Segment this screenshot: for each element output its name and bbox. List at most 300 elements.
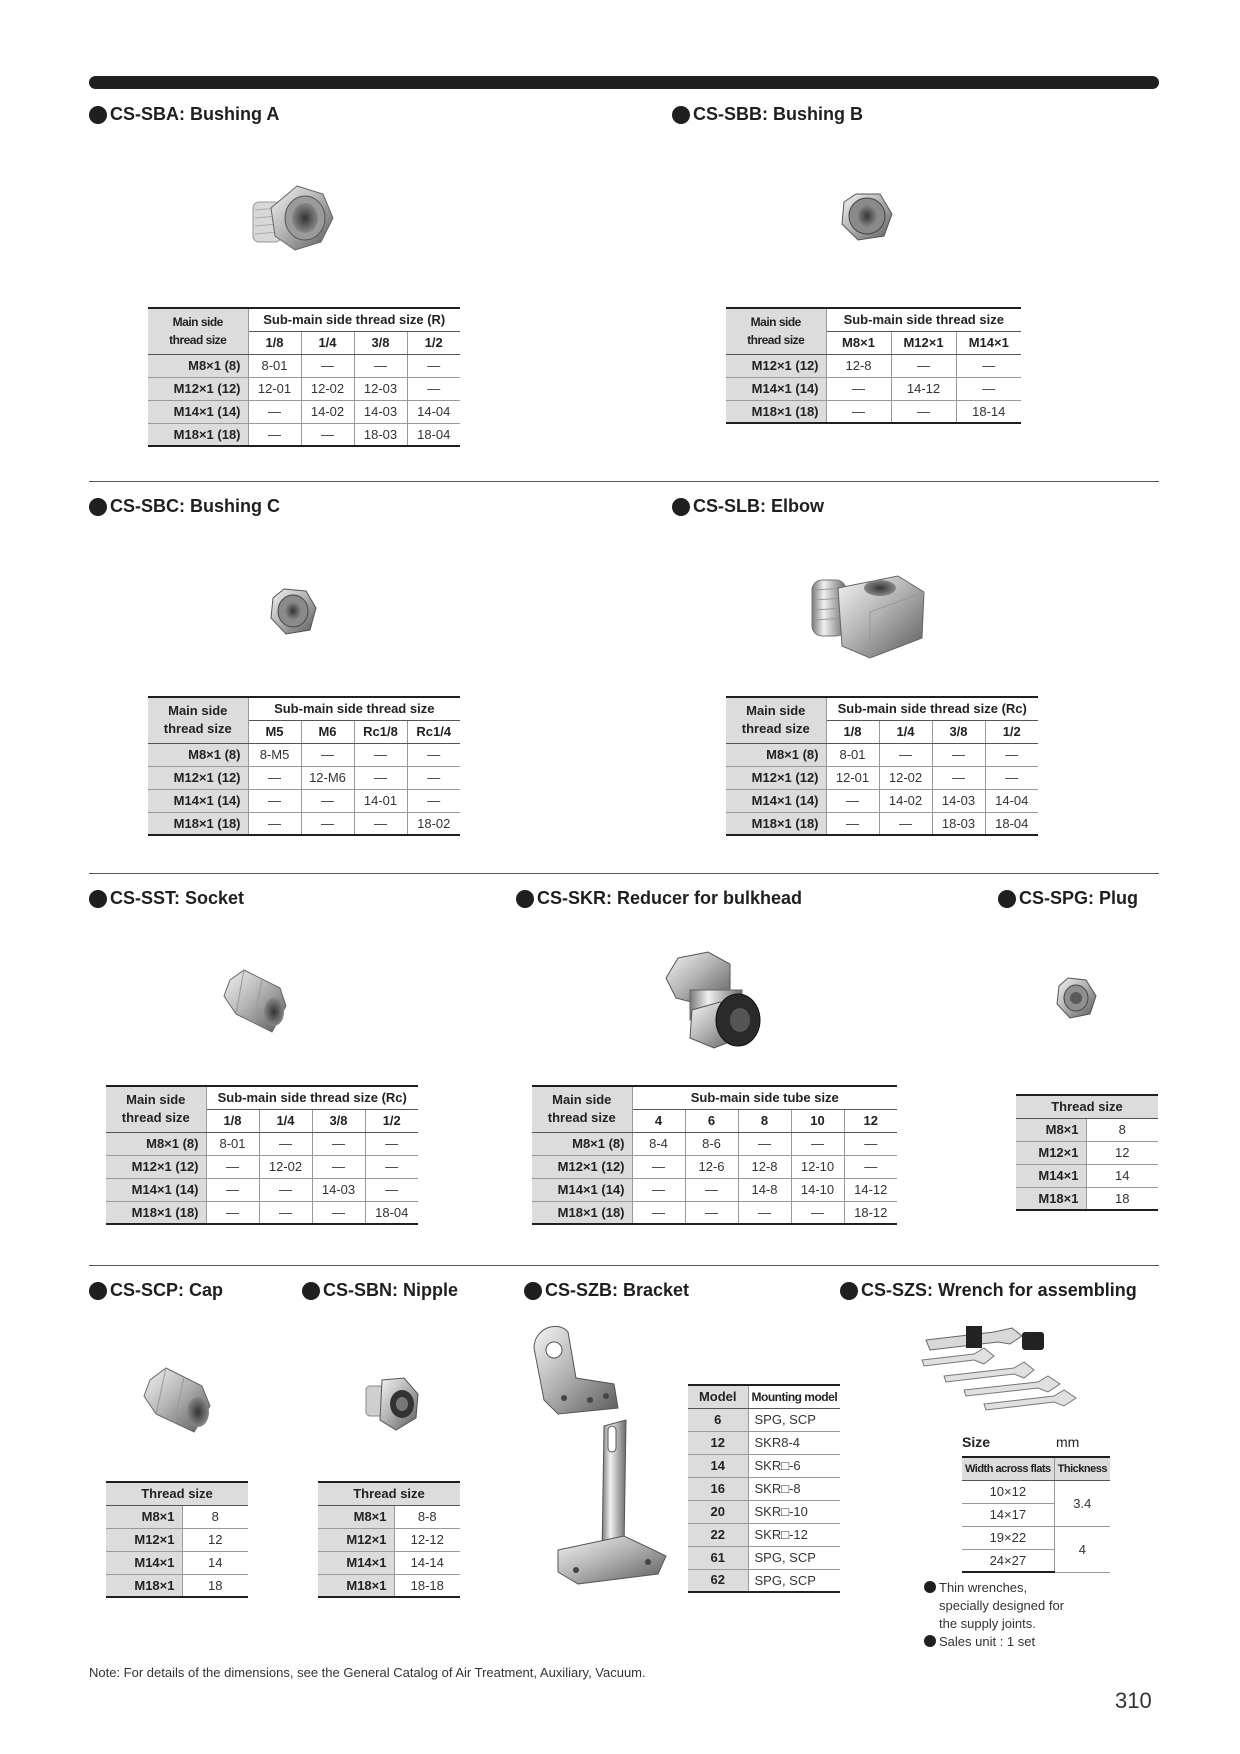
row-label: 16 <box>688 1477 748 1500</box>
column-header: 1/8 <box>248 331 301 354</box>
row-label: M18×1 (18) <box>148 812 248 835</box>
column-header: 1/8 <box>206 1109 259 1132</box>
table-cell: SPG, SCP <box>748 1408 840 1431</box>
table-cell: — <box>932 743 985 766</box>
table-cell: 12-12 <box>394 1528 460 1551</box>
table-row <box>726 766 1038 789</box>
table-header-row <box>962 1457 1110 1480</box>
row-label: M18×1 (18) <box>106 1201 206 1224</box>
slb-table <box>726 696 1038 836</box>
section-title-scp <box>89 1280 223 1301</box>
table-row <box>318 1574 460 1597</box>
column-header: 10 <box>791 1109 844 1132</box>
table-row <box>106 1551 248 1574</box>
column-header: 1/2 <box>985 720 1038 743</box>
table-cell: 14-02 <box>301 400 354 423</box>
row-label: M12×1 (12) <box>532 1155 632 1178</box>
column-header: Rc1/4 <box>407 720 460 743</box>
table-row <box>106 1201 418 1224</box>
table-row <box>726 377 1021 400</box>
table-row <box>318 1551 460 1574</box>
bullet-icon <box>89 498 107 516</box>
sbc-table <box>148 696 460 836</box>
table-cell: — <box>632 1155 685 1178</box>
main-side-header <box>148 308 248 354</box>
width-across-flats-header: Width across flats <box>962 1457 1054 1480</box>
table-cell: — <box>632 1178 685 1201</box>
column-header: 1/2 <box>407 331 460 354</box>
row-label: M14×1 (14) <box>148 789 248 812</box>
table-cell: 14-04 <box>985 789 1038 812</box>
page-number: 310 <box>1115 1688 1152 1713</box>
sub-side-header: Sub-main side thread size (R) <box>248 308 460 331</box>
table-cell: — <box>407 789 460 812</box>
column-header: M6 <box>301 720 354 743</box>
row-label: M12×1 <box>318 1528 394 1551</box>
table-header-row <box>532 1086 897 1109</box>
table-row <box>688 1454 840 1477</box>
header-text: Main side <box>126 1092 186 1108</box>
section-title-szb <box>524 1280 689 1301</box>
table-cell: — <box>301 423 354 446</box>
table-cell: — <box>826 377 891 400</box>
table-row <box>726 789 1038 812</box>
title-text: CS-SST: Socket <box>110 888 245 908</box>
table-cell: SKR□-12 <box>748 1523 840 1546</box>
header-text: Main side <box>172 315 223 330</box>
table-cell: — <box>354 812 407 835</box>
row-label: M12×1 (12) <box>106 1155 206 1178</box>
table-cell: — <box>826 400 891 423</box>
socket-photo <box>220 966 294 1036</box>
bullet-icon <box>516 890 534 908</box>
table-cell: — <box>956 354 1021 377</box>
row-label: M14×1 <box>106 1551 182 1574</box>
model-header: Model <box>688 1385 748 1408</box>
table-header-row <box>1016 1095 1158 1118</box>
row-label: M8×1 <box>1016 1118 1086 1141</box>
table-row <box>1016 1187 1158 1210</box>
table-cell: — <box>738 1132 791 1155</box>
row-label: M18×1 (18) <box>148 423 248 446</box>
title-text: CS-SKR: Reducer for bulkhead <box>537 888 803 908</box>
header-text: Main side <box>552 1092 612 1108</box>
table-cell: 14-8 <box>738 1178 791 1201</box>
bushing-a-photo <box>245 180 337 260</box>
row-label: M14×1 (14) <box>148 400 248 423</box>
bullet-icon <box>924 1635 936 1647</box>
table-cell: — <box>844 1155 897 1178</box>
row-label: M14×1 (14) <box>532 1178 632 1201</box>
table-cell: — <box>738 1201 791 1224</box>
header-text: Main side <box>168 703 228 719</box>
row-label: M12×1 <box>106 1528 182 1551</box>
table-header-row <box>148 308 460 331</box>
row-label: M18×1 (18) <box>532 1201 632 1224</box>
table-row <box>106 1132 418 1155</box>
row-label: M14×1 <box>1016 1164 1086 1187</box>
title-text: CS-SBC: Bushing C <box>110 496 280 516</box>
table-cell: — <box>879 812 932 835</box>
table-cell: — <box>791 1201 844 1224</box>
table-cell: — <box>301 354 354 377</box>
section-title-sst <box>89 888 244 909</box>
thickness-header: Thickness <box>1054 1457 1110 1480</box>
table-row <box>962 1480 1110 1503</box>
table-cell: 3.4 <box>1054 1480 1110 1526</box>
table-row <box>148 789 460 812</box>
bushing-b-photo <box>836 190 896 246</box>
plug-photo <box>1054 976 1098 1020</box>
row-label: M14×1 (14) <box>106 1178 206 1201</box>
thread-size-header: Thread size <box>1016 1095 1158 1118</box>
table-cell: — <box>932 766 985 789</box>
column-header: 12 <box>844 1109 897 1132</box>
table-row <box>106 1178 418 1201</box>
bushing-c-photo <box>266 586 320 638</box>
top-rule <box>89 76 1159 89</box>
table-row <box>106 1505 248 1528</box>
table-header-row <box>148 697 460 720</box>
table-cell: — <box>407 766 460 789</box>
title-text: CS-SBB: Bushing B <box>693 104 863 124</box>
table-cell: — <box>312 1201 365 1224</box>
table-header-row <box>726 697 1038 720</box>
table-cell: 8-6 <box>685 1132 738 1155</box>
reducer-photo <box>660 950 766 1050</box>
table-cell: — <box>985 743 1038 766</box>
szs-table <box>962 1456 1110 1573</box>
table-cell: — <box>956 377 1021 400</box>
table-row <box>532 1201 897 1224</box>
section-title-sbc <box>89 496 280 517</box>
row-label: M8×1 <box>318 1505 394 1528</box>
table-cell: — <box>301 812 354 835</box>
table-cell: 8-8 <box>394 1505 460 1528</box>
table-cell: — <box>891 400 956 423</box>
row-label: 22 <box>688 1523 748 1546</box>
bullet-icon <box>89 890 107 908</box>
table-cell: 18-03 <box>354 423 407 446</box>
table-cell: 12-8 <box>826 354 891 377</box>
row-label: 6 <box>688 1408 748 1431</box>
section-title-skr <box>516 888 802 909</box>
title-text: CS-SLB: Elbow <box>693 496 824 516</box>
table-cell: 14-01 <box>354 789 407 812</box>
table-cell: 12-M6 <box>301 766 354 789</box>
row-label: 61 <box>688 1546 748 1569</box>
table-cell: 12 <box>182 1528 248 1551</box>
table-row <box>106 1528 248 1551</box>
table-cell: — <box>365 1155 418 1178</box>
table-row <box>688 1523 840 1546</box>
header-text: thread size <box>547 1110 616 1126</box>
table-row <box>726 743 1038 766</box>
table-cell: 14-12 <box>844 1178 897 1201</box>
sub-side-header: Sub-main side thread size <box>826 308 1021 331</box>
table-cell: 12-03 <box>354 377 407 400</box>
table-header-row <box>106 1086 418 1109</box>
table-cell: 18 <box>182 1574 248 1597</box>
table-cell: 14-14 <box>394 1551 460 1574</box>
table-row <box>1016 1118 1158 1141</box>
main-side-header <box>148 697 248 743</box>
table-row <box>688 1569 840 1592</box>
table-cell: 14-02 <box>879 789 932 812</box>
table-cell: 14 <box>1086 1164 1158 1187</box>
wrench-notes <box>924 1579 1064 1651</box>
bullet-icon <box>89 1282 107 1300</box>
table-row <box>726 812 1038 835</box>
row-label: M18×1 (18) <box>726 400 826 423</box>
note-text: the supply joints. <box>939 1616 1036 1631</box>
header-text: Main side <box>750 315 801 330</box>
table-cell: 18-14 <box>956 400 1021 423</box>
table-row <box>532 1178 897 1201</box>
section-title-szs <box>840 1280 1137 1301</box>
table-cell: — <box>826 812 879 835</box>
sub-side-header: Sub-main side tube size <box>632 1086 897 1109</box>
table-row <box>148 354 460 377</box>
section-divider <box>89 481 1159 482</box>
column-header: 8 <box>738 1109 791 1132</box>
table-header-row <box>318 1482 460 1505</box>
row-label: M14×1 (14) <box>726 789 826 812</box>
table-row <box>148 423 460 446</box>
sbn-table <box>318 1481 460 1598</box>
column-header: 3/8 <box>354 331 407 354</box>
section-title-slb <box>672 496 824 517</box>
table-cell: — <box>248 789 301 812</box>
table-row <box>726 354 1021 377</box>
table-header-row <box>726 308 1021 331</box>
table-row <box>726 400 1021 423</box>
table-cell: 4 <box>1054 1526 1110 1572</box>
cap-photo <box>140 1364 216 1436</box>
table-cell: — <box>312 1155 365 1178</box>
bullet-icon <box>998 890 1016 908</box>
row-label: M8×1 (8) <box>148 743 248 766</box>
column-header: 1/4 <box>879 720 932 743</box>
table-cell: SKR□-10 <box>748 1500 840 1523</box>
row-label: M8×1 (8) <box>726 743 826 766</box>
main-side-header <box>726 308 826 354</box>
table-row <box>1016 1141 1158 1164</box>
bullet-icon <box>302 1282 320 1300</box>
thread-size-header: Thread size <box>106 1482 248 1505</box>
row-label: M14×1 <box>318 1551 394 1574</box>
mounting-model-header: Mounting model <box>748 1385 840 1408</box>
table-cell: 14-03 <box>312 1178 365 1201</box>
section-title-sbn <box>302 1280 458 1301</box>
table-cell: 8-01 <box>206 1132 259 1155</box>
bullet-icon <box>524 1282 542 1300</box>
header-text: thread size <box>169 333 227 348</box>
sba-table <box>148 307 460 447</box>
table-cell: — <box>248 400 301 423</box>
column-header: 1/2 <box>365 1109 418 1132</box>
header-text: thread size <box>741 721 810 737</box>
table-row <box>318 1505 460 1528</box>
header-text: thread size <box>747 333 805 348</box>
table-cell: — <box>206 1201 259 1224</box>
table-cell: 12 <box>1086 1141 1158 1164</box>
nipple-photo <box>362 1374 424 1434</box>
table-cell: — <box>891 354 956 377</box>
section-title-sba <box>89 104 279 125</box>
table-cell: — <box>985 766 1038 789</box>
title-text: CS-SBA: Bushing A <box>110 104 280 124</box>
table-cell: 14-04 <box>407 400 460 423</box>
section-title-sbb <box>672 104 863 125</box>
table-row <box>106 1574 248 1597</box>
row-label: 20 <box>688 1500 748 1523</box>
section-divider <box>89 873 1159 874</box>
table-cell: — <box>632 1201 685 1224</box>
row-label: M8×1 (8) <box>106 1132 206 1155</box>
table-cell: 19×22 <box>962 1526 1054 1549</box>
header-text: thread size <box>121 1110 190 1126</box>
table-cell: — <box>365 1178 418 1201</box>
table-row <box>106 1155 418 1178</box>
column-header: 3/8 <box>932 720 985 743</box>
table-row <box>532 1132 897 1155</box>
note-text: Thin wrenches, <box>939 1580 1028 1595</box>
table-cell: SKR8-4 <box>748 1431 840 1454</box>
row-label: M12×1 <box>1016 1141 1086 1164</box>
table-cell: — <box>248 812 301 835</box>
table-cell: 8-4 <box>632 1132 685 1155</box>
table-cell: — <box>354 766 407 789</box>
table-cell: — <box>879 743 932 766</box>
note-line <box>924 1579 1064 1597</box>
table-row <box>532 1155 897 1178</box>
note-text: Sales unit : 1 set <box>939 1634 1036 1649</box>
row-label: 62 <box>688 1569 748 1592</box>
size-label: Size <box>962 1434 991 1450</box>
row-label: M18×1 <box>106 1574 182 1597</box>
szb-table <box>688 1384 840 1593</box>
table-cell: — <box>844 1132 897 1155</box>
table-cell: — <box>354 354 407 377</box>
row-label: M8×1 (8) <box>532 1132 632 1155</box>
skr-table <box>532 1085 897 1225</box>
title-text: CS-SPG: Plug <box>1019 888 1139 908</box>
main-side-header <box>106 1086 206 1132</box>
sub-side-header: Sub-main side thread size <box>248 697 460 720</box>
scp-table <box>106 1481 248 1598</box>
sbb-table <box>726 307 1021 424</box>
elbow-photo <box>808 566 928 666</box>
column-header: M12×1 <box>891 331 956 354</box>
row-label: M12×1 (12) <box>726 766 826 789</box>
bullet-icon <box>89 106 107 124</box>
table-cell: — <box>248 423 301 446</box>
sub-side-header: Sub-main side thread size (Rc) <box>206 1086 418 1109</box>
row-label: M12×1 (12) <box>148 766 248 789</box>
title-text: CS-SZS: Wrench for assembling <box>861 1280 1137 1300</box>
table-cell: 14-03 <box>354 400 407 423</box>
column-header: 6 <box>685 1109 738 1132</box>
table-cell: — <box>206 1155 259 1178</box>
table-cell: 14-10 <box>791 1178 844 1201</box>
column-header: 1/8 <box>826 720 879 743</box>
table-cell: — <box>365 1132 418 1155</box>
bullet-icon <box>924 1581 936 1593</box>
table-cell: 10×12 <box>962 1480 1054 1503</box>
bracket-photo <box>528 1318 674 1588</box>
table-row <box>688 1408 840 1431</box>
table-cell: — <box>301 789 354 812</box>
table-row <box>688 1546 840 1569</box>
note-line <box>924 1633 1064 1651</box>
section-title-spg <box>998 888 1138 909</box>
table-row <box>688 1500 840 1523</box>
table-cell: — <box>206 1178 259 1201</box>
table-row <box>318 1528 460 1551</box>
table-cell: — <box>301 743 354 766</box>
table-row <box>148 812 460 835</box>
table-cell: SPG, SCP <box>748 1569 840 1592</box>
table-cell: 8 <box>1086 1118 1158 1141</box>
table-cell: 8 <box>182 1505 248 1528</box>
row-label: M8×1 (8) <box>148 354 248 377</box>
table-cell: 24×27 <box>962 1549 1054 1572</box>
table-cell: 8-01 <box>826 743 879 766</box>
table-cell: — <box>791 1132 844 1155</box>
table-cell: 12-8 <box>738 1155 791 1178</box>
table-cell: — <box>354 743 407 766</box>
table-cell: 12-02 <box>259 1155 312 1178</box>
row-label: 12 <box>688 1431 748 1454</box>
bullet-icon <box>672 498 690 516</box>
table-cell: — <box>407 377 460 400</box>
table-cell: 8-M5 <box>248 743 301 766</box>
sst-table <box>106 1085 418 1225</box>
table-cell: — <box>685 1201 738 1224</box>
header-text: Main side <box>746 703 806 719</box>
table-cell: SKR□-8 <box>748 1477 840 1500</box>
row-label: M12×1 (12) <box>148 377 248 400</box>
title-text: CS-SZB: Bracket <box>545 1280 690 1300</box>
row-label: M14×1 (14) <box>726 377 826 400</box>
table-cell: — <box>407 743 460 766</box>
table-cell: — <box>826 789 879 812</box>
table-row <box>688 1431 840 1454</box>
table-header-row <box>106 1482 248 1505</box>
table-row <box>148 400 460 423</box>
table-cell: — <box>259 1132 312 1155</box>
table-cell: 18-04 <box>985 812 1038 835</box>
table-cell: SKR□-6 <box>748 1454 840 1477</box>
column-header: M14×1 <box>956 331 1021 354</box>
table-cell: 14-12 <box>891 377 956 400</box>
table-cell: — <box>312 1132 365 1155</box>
bullet-icon <box>672 106 690 124</box>
thread-size-header: Thread size <box>318 1482 460 1505</box>
footer-note: Note: For details of the dimensions, see the General Catalog of Air Treatment, Auxiliary, Vacuum. <box>89 1665 646 1680</box>
table-cell: 18 <box>1086 1187 1158 1210</box>
table-row <box>148 743 460 766</box>
column-header: 4 <box>632 1109 685 1132</box>
main-side-header <box>532 1086 632 1132</box>
table-cell: 12-02 <box>879 766 932 789</box>
section-divider <box>89 1265 1159 1266</box>
header-text: thread size <box>163 721 232 737</box>
table-cell: 12-01 <box>826 766 879 789</box>
table-cell: 12-02 <box>301 377 354 400</box>
row-label: M18×1 (18) <box>726 812 826 835</box>
